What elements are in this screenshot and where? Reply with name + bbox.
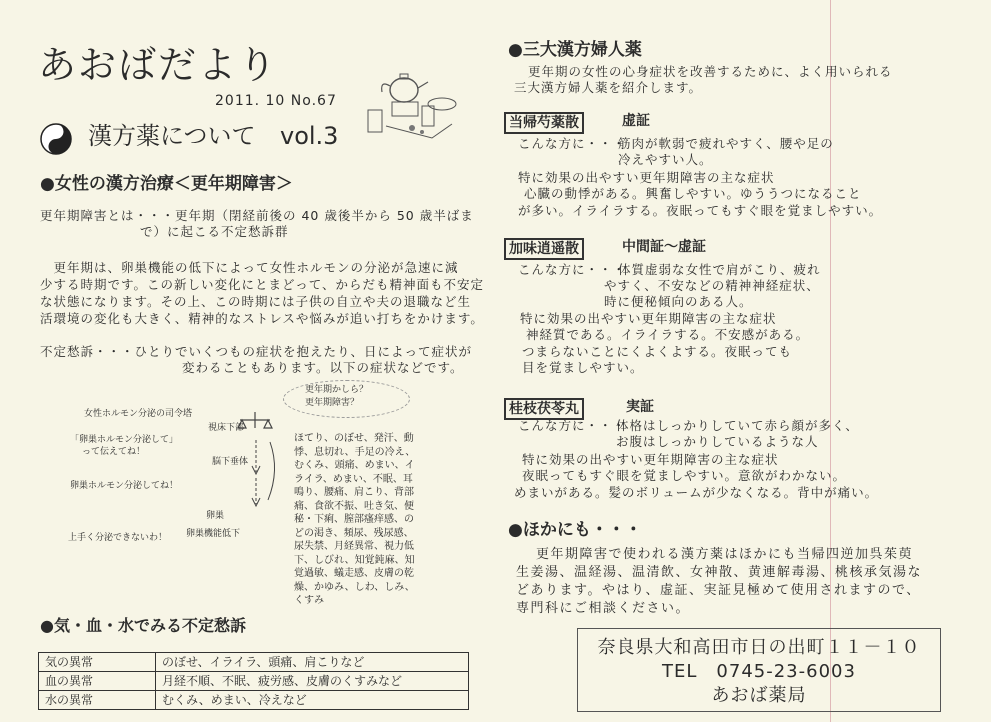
issue-number: 2011. 10 No.67 [215, 93, 337, 109]
others-line-2: 生姜湯、温経湯、温清飲、女神散、黄連解毒湯、桃核承気湯な [516, 565, 923, 580]
table-row [39, 653, 469, 672]
medicine-effect-line: つまらないことにくよくよする。夜眠っても [522, 344, 793, 359]
table-value: 月経不順、不眠、疲労感、皮膚のくすみなど [156, 672, 469, 691]
ovary-decline-label: 卵巣機能低下 [186, 529, 241, 539]
medicine-effect-line: 目を覚ましやすい。 [522, 360, 644, 375]
medicine-name-3: 桂枝茯苓丸 [504, 398, 584, 420]
table-value: のぼせ、イライラ、頭痛、肩こりなど [156, 653, 469, 672]
ovary-label: 卵巣 [206, 511, 225, 521]
medicine-for-label-1: こんな方に・・・ [518, 136, 627, 151]
medicine-effect-line: めまいがある。髪のボリュームが少なくなる。背中が痛い。 [514, 485, 879, 500]
section-heading-three-medicines: ●三大漢方婦人薬 [508, 40, 642, 60]
pharmacy-name: あおば薬局 [711, 685, 807, 706]
table-key: 気の異常 [39, 653, 156, 672]
address-line: 奈良県大和高田市日の出町１１－１０ [597, 637, 921, 658]
speech-1-line-1: 「卵巣ホルモン分泌して」 [70, 435, 179, 445]
pharmacy-address-box [577, 628, 941, 712]
definition-line-1: 更年期障害とは・・・更年期（閉経前後の 40 歳後半から 50 歳半ばま [40, 208, 474, 223]
symptom-list: ほてり、のぼせ、発汗、動悸、息切れ、手足の冷え、むくみ、頭痛、めまい、イライラ、めまい、不眠、耳鳴り、腰痛、肩こり、背部痛、食欲不振、吐き気、便秘・下痢、膣部瘙痒感、のどの渇き、頻尿、残尿感、尿失禁、月経異常、視力低下、しびれ、知覚鈍麻、知覚過敏、蟻走感、皮膚の乾燥、かゆみ、しわ、しみ、くすみ [294, 433, 416, 606]
complaint-line-2: 変わることもあります。以下の症状などです。 [182, 360, 464, 375]
table-row [39, 691, 469, 710]
section-heading-menopause: ●女性の漢方治療＜更年期障害＞ [40, 174, 293, 194]
medicine-for-label-3: こんな方に・・・ [518, 418, 627, 433]
intro-line-1: 更年期の女性の心身症状を改善するために、よく用いられる [528, 64, 893, 79]
medicine-type-3: 実証 [626, 399, 654, 415]
medicine-for-line: 冷えやすい人。 [618, 152, 713, 167]
medicine-effect-line: 心臓の動悸がある。興奮しやすい。ゆううつになること [524, 186, 862, 201]
table-key: 水の異常 [39, 691, 156, 710]
medicine-for-line: やすく、不安などの精神神経症状、 [604, 278, 820, 293]
others-line-1: 更年期障害で使われる漢方薬はほかにも当帰四逆加呉茱萸 [536, 547, 914, 562]
volume-label: vol.3 [280, 122, 339, 150]
paragraph-line-2: 少する時期です。この新しい変化にとまどって、からだも精神面も不安定 [40, 277, 485, 292]
speech-2: 卵巣ホルモン分泌してね！ [70, 481, 179, 491]
phone-number: TEL 0745-23-6003 [662, 661, 856, 682]
medicine-name-1: 当帰芍薬散 [504, 112, 584, 134]
medicine-for-line: 時に便秘傾向のある人。 [604, 294, 753, 309]
newsletter-title: あおばだより [38, 43, 279, 87]
medicine-for-line: 体格はしっかりしていて赤ら顔が多く、 [616, 418, 859, 433]
herbal-medicine-illustration [362, 66, 462, 146]
pituitary-label: 脳下垂体 [212, 457, 249, 467]
medicine-for-label-2: こんな方に・・・ [518, 262, 627, 277]
intro-line-2: 三大漢方婦人薬を紹介します。 [514, 80, 703, 95]
command-center-label: 女性ホルモン分泌の司令塔 [84, 409, 193, 419]
speech-3: 上手く分泌できないわ！ [68, 533, 168, 543]
medicine-for-line: 体質虚弱な女性で肩がこり、疲れ [618, 262, 821, 277]
medicine-effect-line: が多い。イライラする。夜眠ってもすぐ眼を覚ましやすい。 [518, 203, 883, 218]
table-row [39, 672, 469, 691]
table-key: 血の異常 [39, 672, 156, 691]
medicine-name-2: 加味逍遥散 [504, 238, 584, 260]
table-value: むくみ、めまい、冷えなど [156, 691, 469, 710]
complaint-line-1: 不定愁訴・・・ひとりでいくつもの症状を抱えたり、日によって症状が [40, 344, 473, 359]
medicine-effect-line: 夜眠ってもすぐ眼を覚ましやすい。意欲がわかない。 [522, 468, 847, 483]
paragraph-line-1: 更年期は、卵巣機能の低下によって女性ホルモンの分泌が急速に減 [40, 260, 459, 275]
medicine-effect-heading-1: 特に効果の出やすい更年期障害の主な症状 [518, 170, 775, 185]
qi-blood-water-table [38, 652, 469, 710]
section-heading-others: ●ほかにも・・・ [508, 520, 642, 540]
medicine-for-line: 筋肉が軟弱で疲れやすく、腰や足の [618, 136, 834, 151]
medicine-for-line: お腹はしっかりしているような人 [616, 434, 819, 449]
medicine-effect-heading-3: 特に効果の出やすい更年期障害の主な症状 [522, 452, 779, 467]
medicine-effect-line: 神経質である。イライラする。不安感がある。 [526, 327, 810, 342]
yin-yang-icon [40, 123, 72, 155]
speech-1-line-2: って伝えてね！ [82, 447, 146, 457]
topic-title: 漢方薬について [88, 122, 256, 150]
paragraph-line-3: な状態になります。その上、この時期には子供の自立や夫の退職など生 [40, 294, 472, 309]
bubble-text-2: 更年期障害？ [305, 398, 360, 408]
fold-line [830, 0, 831, 722]
definition-line-2: で）に起こる不定愁訴群 [140, 224, 289, 239]
medicine-type-2: 中間証～虚証 [622, 239, 706, 255]
bubble-text-1: 更年期かしら？ [305, 385, 369, 395]
hypothalamus-label: 視床下部 [208, 423, 245, 433]
paragraph-line-4: 活環境の変化も大きく、精神的なストレスや悩みが追い打ちをかけます。 [40, 311, 484, 326]
others-line-4: 専門科にご相談ください。 [516, 601, 691, 616]
section-heading-qi-blood-water: ●気・血・水でみる不定愁訴 [40, 616, 246, 635]
hormone-flow-diagram [60, 400, 290, 550]
medicine-type-1: 虚証 [622, 113, 650, 129]
medicine-effect-heading-2: 特に効果の出やすい更年期障害の主な症状 [520, 311, 777, 326]
others-line-3: どあります。やはり、虚証、実証見極めて使用されますので、 [516, 583, 921, 598]
